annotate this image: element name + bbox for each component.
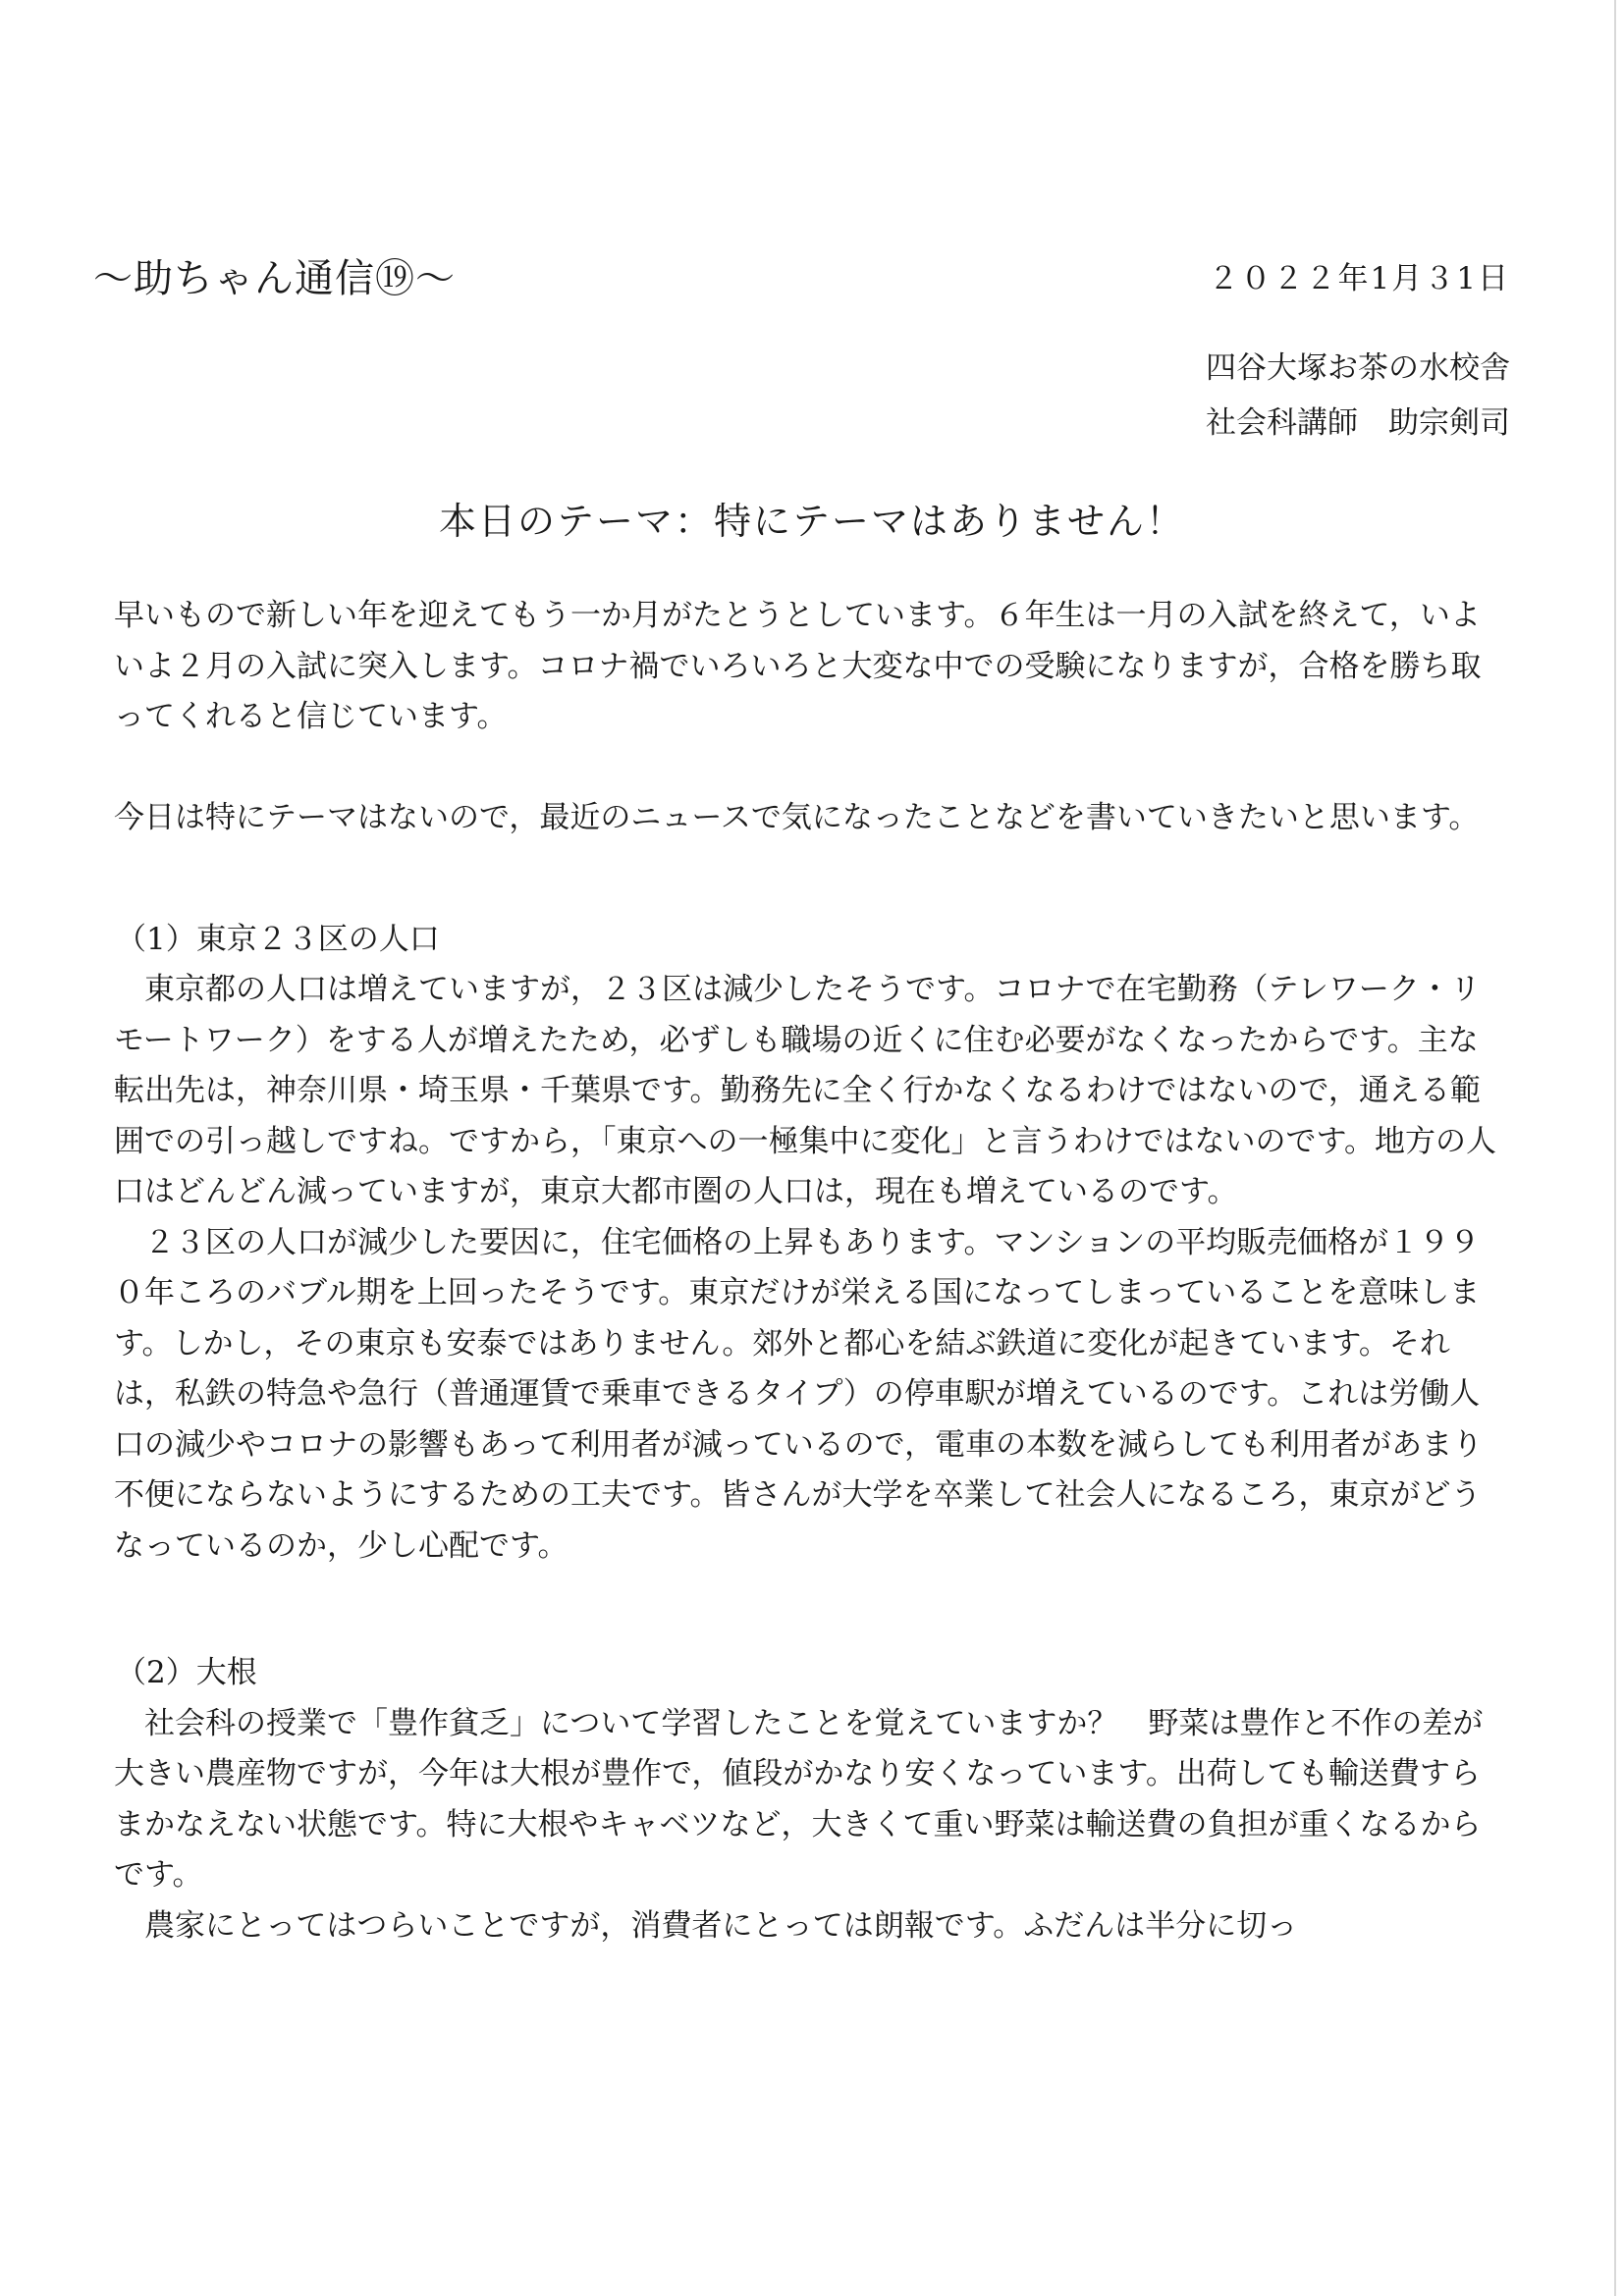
section-2-paragraph-1: 社会科の授業で「豊作貧乏」について学習したことを覚えていますか？ 野菜は豊作と不作の差が大きい農産物ですが，今年は大根が豊作で，値段がかなり安くなっています。出荷しても輸送費すらまかなえない状態です。特に大根やキャベツなど，大きくて重い野菜は輸送費の負担が重くなるからです。 (114, 1705, 1484, 1893)
section-1-paragraph-2: ２３区の人口が減少した要因に，住宅価格の上昇もあります。マンションの平均販売価格が１９９０年ころのバブル期を上回ったそうです。東京だけが栄える国になってしまっていることを意味します。しかし，その東京も安泰ではありません。郊外と都心を結ぶ鉄道に変化が起きています。それは，私鉄の特急や急行（普通運賃で乗車できるタイプ）の停車駅が増えているのです。これは労働人口の減少やコロナの影響もあって利用者が減っているので，電車の本数を減らしても利用者があまり不便にならないようにするための工夫です。皆さんが大学を卒業して社会人になるころ，東京がどうなっているのか，少し心配です。 (114, 1224, 1484, 1564)
section-1-paragraph-1: 東京都の人口は増えていますが，２３区は減少したそうです。コロナで在宅勤務（テレワーク・リモートワーク）をする人が増えたため，必ずしも職場の近くに住む必要がなくなったからです。主な転出先は，神奈川県・埼玉県・千葉県です。勤務先に全く行かなくなるわけではないので，通える範囲での引っ越しですね。ですから，「東京への一極集中に変化」と言うわけではないのです。地方の人口はどんどん減っていますが，東京大都市圏の人口は，現在も増えているのです。 (114, 972, 1497, 1209)
author-name: 社会科講師 助宗剣司 (1206, 405, 1510, 441)
article-body (114, 591, 1508, 1951)
section-2-paragraph-2: 農家にとってはつらいことですが，消費者にとっては朗報です。ふだんは半分に切っ (144, 1907, 1298, 1944)
intro-paragraph-1: 早いもので新しい年を迎えてもう一か月がたとうとしています。６年生は一月の入試を終えて，いよいよ２月の入試に突入します。コロナ禍でいろいろと大変な中での受験になりますが，合格を勝ち取ってくれると信じています。 (114, 598, 1482, 734)
scan-edge-line (1614, 0, 1616, 2296)
spacer (114, 880, 1508, 915)
spacer (114, 1572, 1508, 1648)
issue-date: ２０２２年1月３1日 (1208, 261, 1510, 296)
theme-heading: 本日のテーマ：特にテーマはありません！ (438, 500, 1185, 543)
school-name: 四谷大塚お茶の水校舎 (1206, 350, 1510, 386)
section-2-heading: （2）大根 (116, 1655, 257, 1690)
newsletter-title: ～助ちゃん通信⑲～ (93, 256, 456, 301)
intro-paragraph-2: 今日は特にテーマはないので，最近のニュースで気になったことなどを書いていきたいと思います。 (114, 800, 1480, 835)
spacer (114, 844, 1508, 880)
section-1-heading: （1）東京２３区の人口 (116, 921, 440, 957)
spacer (114, 743, 1508, 794)
author-block (1206, 341, 1510, 451)
